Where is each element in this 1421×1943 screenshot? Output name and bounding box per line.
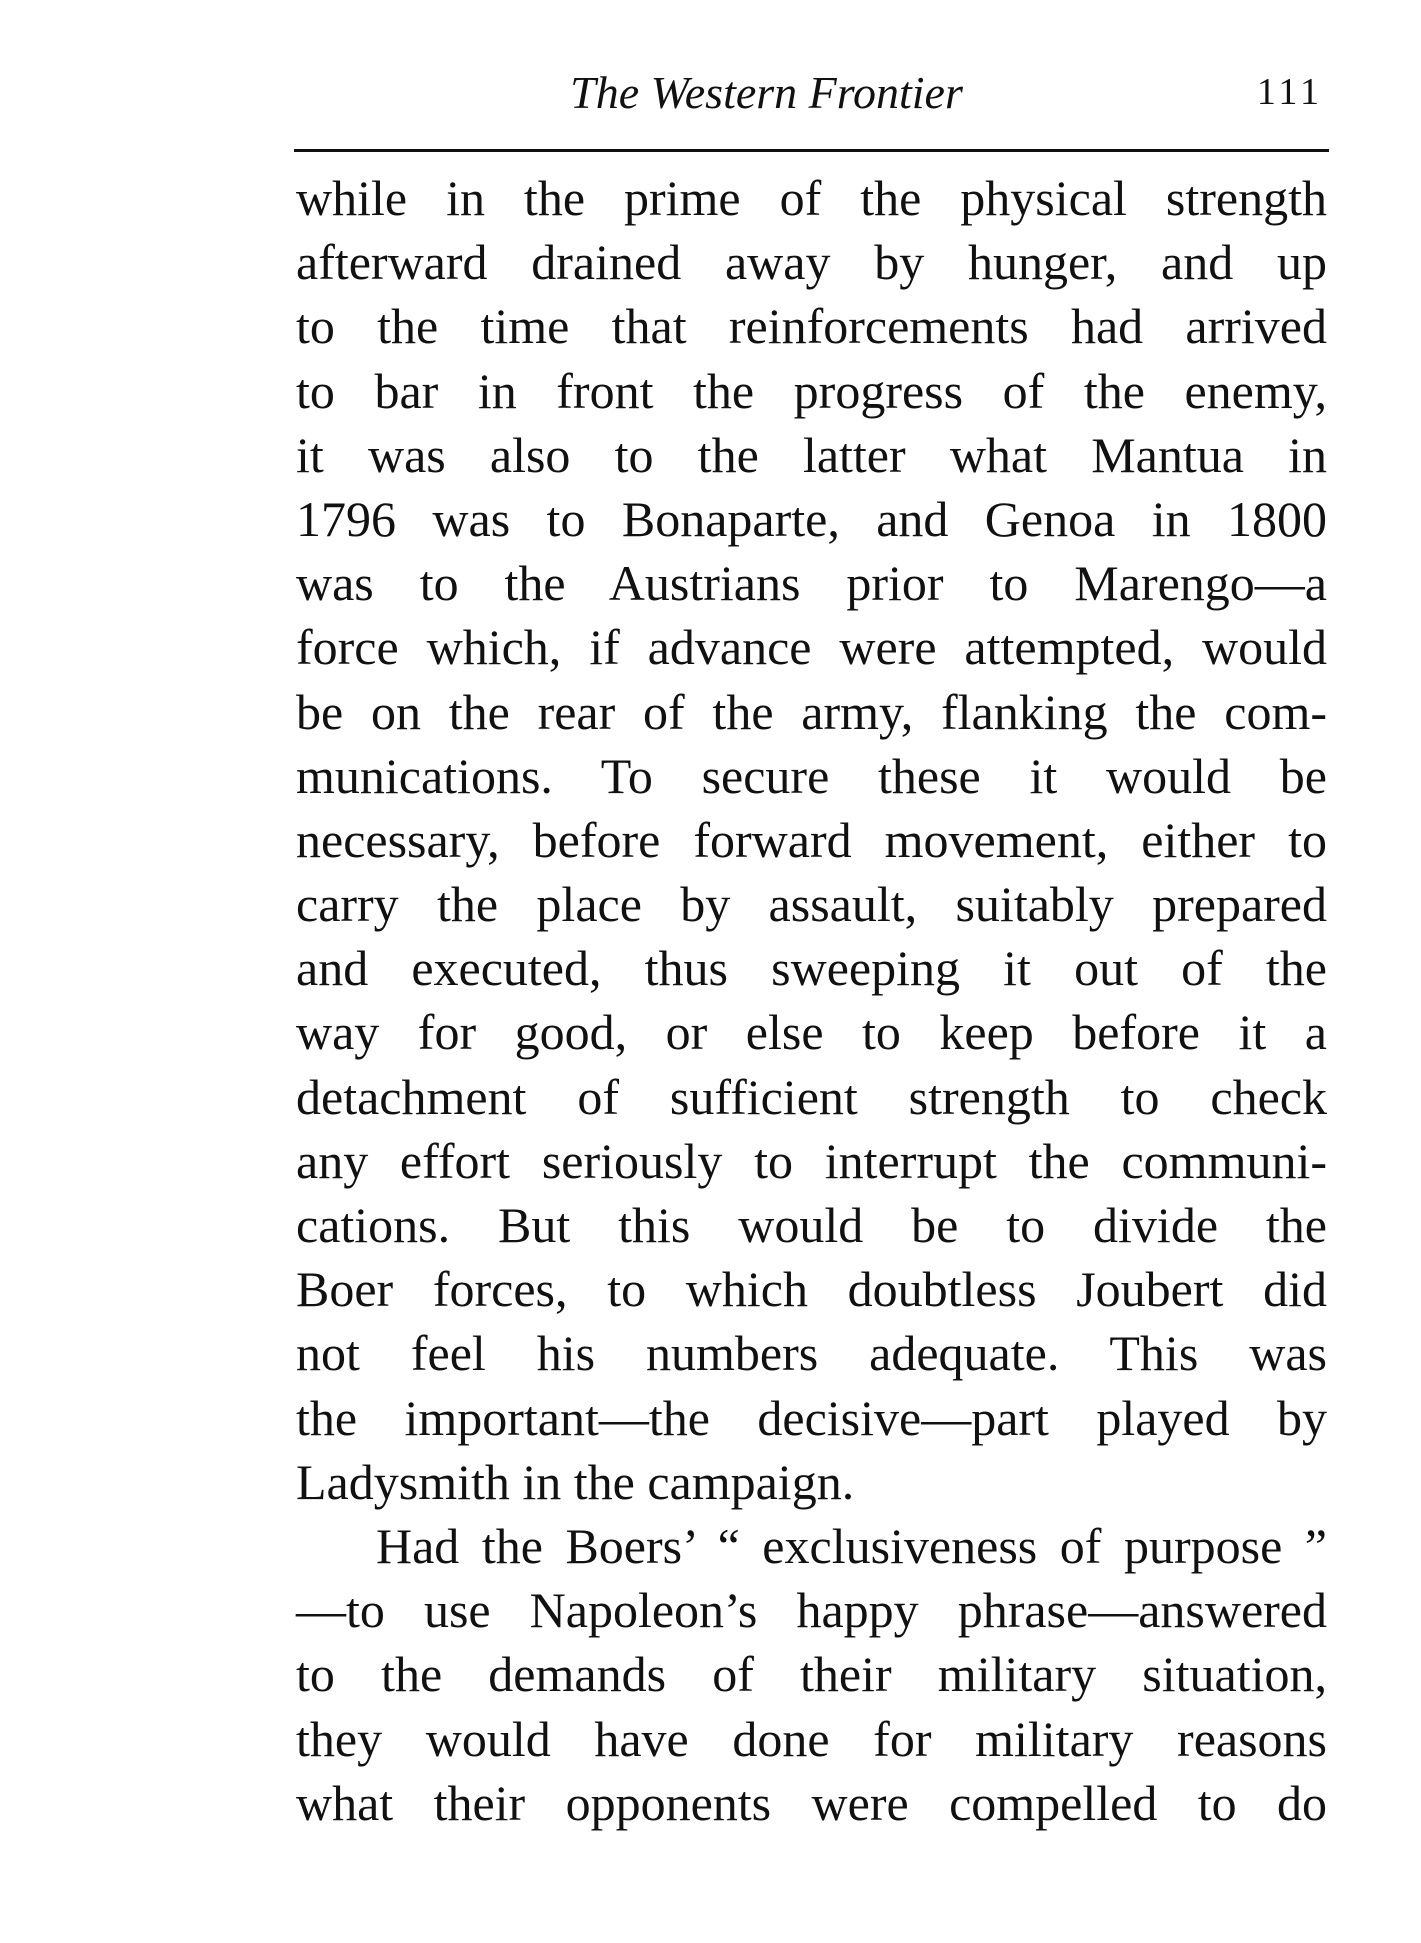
text-line: to the demands of their military situation, [296,1646,1327,1703]
text-line: to bar in front the progress of the enemy, [296,362,1327,419]
running-title: The Western Frontier [570,67,963,118]
text-line: cations. But this would be to divide the [296,1197,1327,1253]
text-line: —to use Napoleon’s happy phrase—answered [296,1582,1327,1639]
page-number: 111 [1256,71,1323,113]
text-line: what their opponents were compelled to do [296,1774,1327,1831]
text-line: detachment of sufficient strength to check [296,1068,1327,1125]
text-line: 1796 was to Bonaparte, and Genoa in 1800 [296,490,1327,547]
body-text [296,166,1327,1835]
text-line: munications. To secure these it would be [296,747,1327,804]
text-line: any effort seriously to interrupt the communi- [296,1132,1327,1189]
text-line: carry the place by assault, suitably prepared [296,876,1327,933]
text-line: way for good, or else to keep before it a [296,1004,1327,1061]
text-line: to the time that reinforcements had arrived [296,298,1327,355]
text-line: force which, if advance were attempted, would [296,619,1327,676]
text-line: while in the prime of the physical strength [296,170,1327,226]
text-line: Ladysmith in the campaign. [296,1453,855,1510]
running-header [296,66,1327,126]
text-line: the important—the decisive—part played by [296,1389,1327,1446]
header-rule [294,149,1329,152]
text-line: necessary, before forward movement, either to [296,811,1327,868]
text-line: was to the Austrians prior to Marengo—a [296,555,1327,612]
text-line: be on the rear of the army, flanking the com- [296,683,1327,740]
text-line: afterward drained away by hunger, and up [296,234,1327,291]
text-line: and executed, thus sweeping it out of the [296,940,1327,997]
text-line: Had the Boers’ “ exclusiveness of purpose ” [376,1517,1327,1574]
text-line: they would have done for military reasons [296,1710,1327,1767]
text-line: it was also to the latter what Mantua in [296,426,1327,483]
text-line: Boer forces, to which doubtless Joubert did [296,1261,1327,1318]
text-line: not feel his numbers adequate. This was [296,1325,1327,1382]
